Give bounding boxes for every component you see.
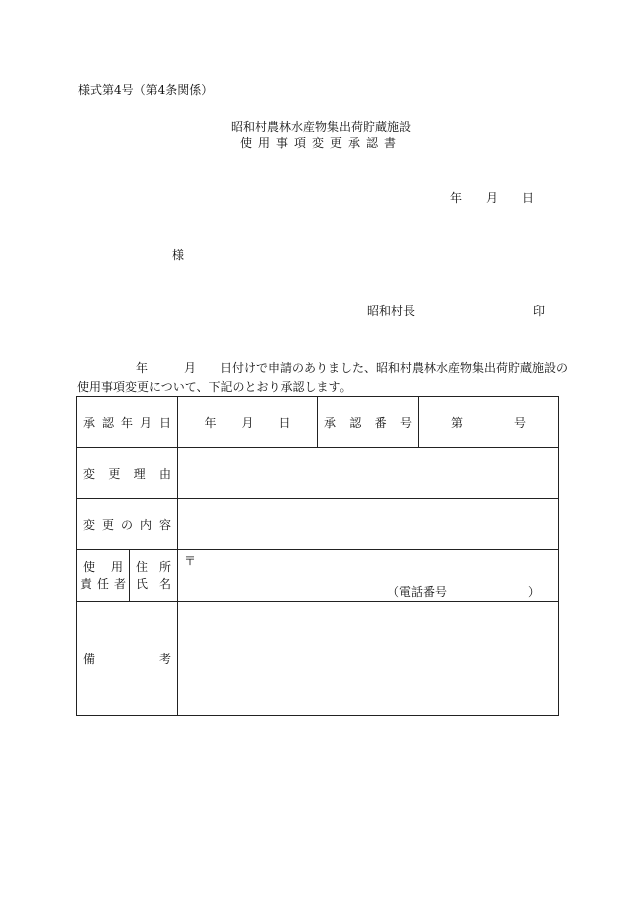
addressee-suffix: 様 bbox=[172, 248, 185, 262]
user-label-cell bbox=[77, 550, 130, 602]
remarks-field[interactable] bbox=[178, 602, 559, 716]
change-content-label-cell bbox=[77, 499, 178, 550]
issue-date-year: 年 bbox=[450, 191, 463, 205]
approval-table bbox=[76, 396, 559, 716]
number-prefix: 第 bbox=[451, 415, 464, 430]
approval-date-value-cell[interactable] bbox=[178, 397, 318, 448]
body-year: 年 bbox=[136, 361, 149, 375]
issue-date-month: 月 bbox=[486, 191, 499, 205]
approval-number-label: 承 認 番 号 bbox=[324, 415, 413, 430]
change-reason-label: 変 更 理 由 bbox=[83, 466, 171, 481]
phone-label: （電話番号 bbox=[387, 585, 448, 599]
issue-date bbox=[450, 192, 534, 204]
phone-close: ） bbox=[528, 585, 541, 599]
document-title-line2: 使用事項変更承認書 bbox=[239, 136, 402, 150]
approval-date-day: 日 bbox=[278, 415, 291, 430]
body-text-line2: 使用事項変更について、下記のとおり承認します。 bbox=[77, 380, 352, 394]
remarks-row bbox=[77, 602, 559, 716]
address-name-label: 住 所 氏 名 bbox=[136, 559, 172, 591]
body-month: 月 bbox=[184, 361, 197, 375]
remarks-label: 備 考 bbox=[83, 652, 172, 666]
approval-date-label: 承 認 年 月 日 bbox=[83, 415, 172, 430]
seal-mark: 印 bbox=[533, 304, 546, 318]
document-title-line1: 昭和村農林水産物集出荷貯蔵施設 bbox=[230, 120, 411, 134]
approval-date-year: 年 bbox=[204, 415, 217, 430]
user-info-field[interactable] bbox=[178, 550, 559, 602]
change-reason-row bbox=[77, 448, 559, 499]
approval-date-month: 月 bbox=[241, 415, 254, 430]
approval-date-row bbox=[77, 397, 559, 448]
change-content-label: 変 更 の 内 容 bbox=[83, 517, 172, 532]
user-label: 使 用 責 任 者 bbox=[80, 559, 126, 591]
issue-date-day: 日 bbox=[522, 191, 535, 205]
body-line1-rest: 日付けで申請のありました、昭和村農林水産物集出荷貯蔵施設の bbox=[220, 361, 569, 375]
change-reason-field[interactable] bbox=[178, 448, 559, 499]
change-content-field[interactable] bbox=[178, 499, 559, 550]
form-number: 様式第4号（第4条関係） bbox=[78, 83, 214, 97]
issuer-name: 昭和村長 bbox=[367, 304, 416, 318]
number-suffix: 号 bbox=[514, 415, 527, 430]
approval-date-label-cell bbox=[77, 397, 178, 448]
remarks-label-cell bbox=[77, 602, 178, 716]
address-name-label-cell bbox=[130, 550, 178, 602]
user-row bbox=[77, 550, 559, 602]
change-reason-label-cell bbox=[77, 448, 178, 499]
body-text-line1 bbox=[136, 362, 568, 374]
postal-mark: 〒 bbox=[184, 554, 197, 568]
change-content-row bbox=[77, 499, 559, 550]
approval-number-label-cell bbox=[318, 397, 419, 448]
approval-number-value-cell[interactable] bbox=[419, 397, 559, 448]
